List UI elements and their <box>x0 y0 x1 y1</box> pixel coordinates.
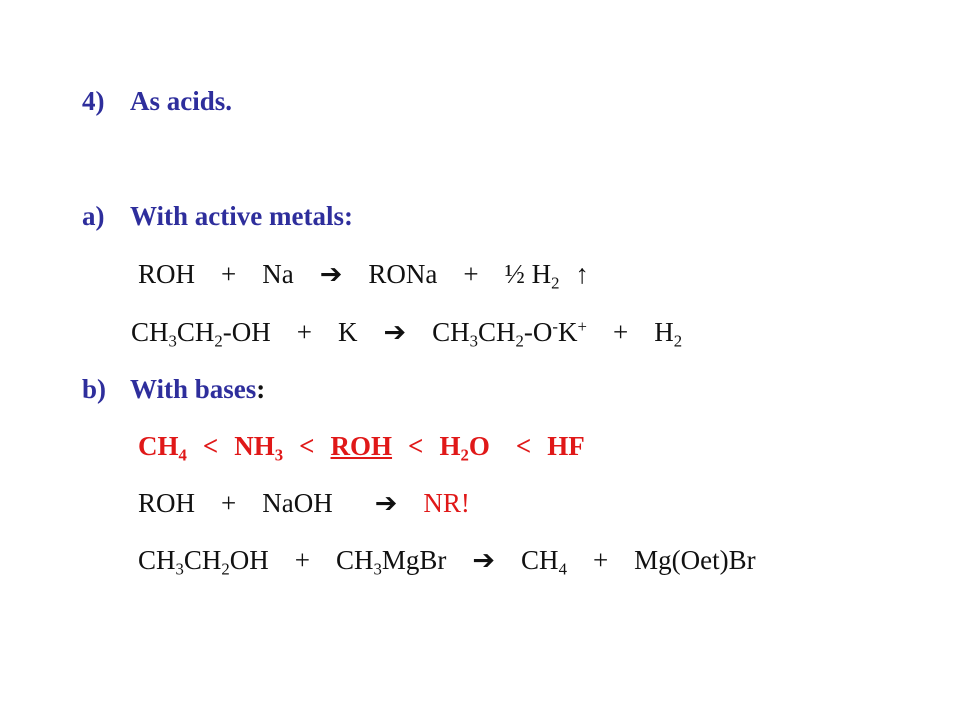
product: CH <box>432 317 470 347</box>
subscript: 2 <box>460 445 469 465</box>
subscript: 3 <box>168 331 177 351</box>
less-than-sign: < <box>202 431 219 461</box>
compound: O <box>468 431 490 461</box>
section-title: As acids. <box>130 86 233 116</box>
arrow-right-icon: ➔ <box>383 317 407 347</box>
subsection-title: With bases <box>130 374 257 404</box>
reactant: CH <box>183 545 222 575</box>
reactant: CH <box>138 545 176 575</box>
reactant: MgBr <box>381 545 447 575</box>
compound: H <box>439 431 461 461</box>
compound: NH <box>234 431 275 461</box>
reactant: ROH <box>138 259 196 289</box>
product: K <box>558 317 578 347</box>
reactant: CH <box>176 317 215 347</box>
subsection-number: b) <box>82 374 107 404</box>
compound-highlighted: ROH <box>330 431 393 461</box>
plus-sign: + <box>221 488 237 518</box>
plus-sign: + <box>592 545 609 575</box>
arrow-right-icon: ➔ <box>374 488 398 518</box>
equation-ethanol-k <box>131 316 683 351</box>
reactant: Na <box>262 259 294 289</box>
product: RONa <box>368 259 438 289</box>
plus-sign: + <box>612 317 629 347</box>
no-reaction-result: NR! <box>423 488 470 518</box>
subscript: 3 <box>469 331 479 351</box>
reactant: CH <box>336 545 374 575</box>
product: Mg(Oet)Br <box>634 545 756 575</box>
subscript: 3 <box>373 559 382 579</box>
subscript: 4 <box>558 559 567 579</box>
plus-sign: + <box>221 259 237 289</box>
subsection-a-heading <box>82 203 353 230</box>
equation-roh-na <box>138 259 589 293</box>
reactant: ROH <box>138 488 196 518</box>
plus-sign: + <box>463 259 479 289</box>
reactant: K <box>338 317 358 347</box>
superscript: + <box>577 316 587 336</box>
subscript: 2 <box>673 331 683 351</box>
compound: HF <box>547 431 585 461</box>
subscript: 3 <box>274 445 284 465</box>
reactant: CH <box>131 317 169 347</box>
reactant: -OH <box>222 317 271 347</box>
product: CH <box>521 545 559 575</box>
arrow-up-icon: ↑ <box>575 259 589 289</box>
subsection-b-heading <box>82 376 265 403</box>
colon: : <box>256 374 266 404</box>
subscript: 2 <box>214 331 223 351</box>
arrow-right-icon: ➔ <box>319 259 343 289</box>
subsection-number: a) <box>82 201 105 231</box>
equation-grignard <box>138 545 756 579</box>
less-than-sign: < <box>515 431 532 461</box>
product: CH <box>478 317 516 347</box>
subscript: 4 <box>178 445 187 465</box>
compound: CH <box>138 431 179 461</box>
section-number: 4) <box>82 86 105 116</box>
reactant: NaOH <box>262 488 333 518</box>
product: ½ H <box>504 259 552 289</box>
product: H <box>654 317 674 347</box>
plus-sign: + <box>296 317 313 347</box>
subsection-title: With active metals: <box>130 201 353 231</box>
reactant: OH <box>229 545 269 575</box>
arrow-right-icon: ➔ <box>472 545 496 575</box>
less-than-sign: < <box>408 431 424 461</box>
subscript: 3 <box>175 559 184 579</box>
acidity-order <box>138 431 585 465</box>
superscript: - <box>552 316 558 336</box>
section-4-heading <box>82 88 232 115</box>
subscript: 2 <box>515 331 524 351</box>
plus-sign: + <box>294 545 311 575</box>
subscript: 2 <box>551 273 560 293</box>
equation-roh-naoh <box>138 490 470 517</box>
subscript: 2 <box>221 559 230 579</box>
less-than-sign: < <box>299 431 315 461</box>
product: -O <box>523 317 553 347</box>
